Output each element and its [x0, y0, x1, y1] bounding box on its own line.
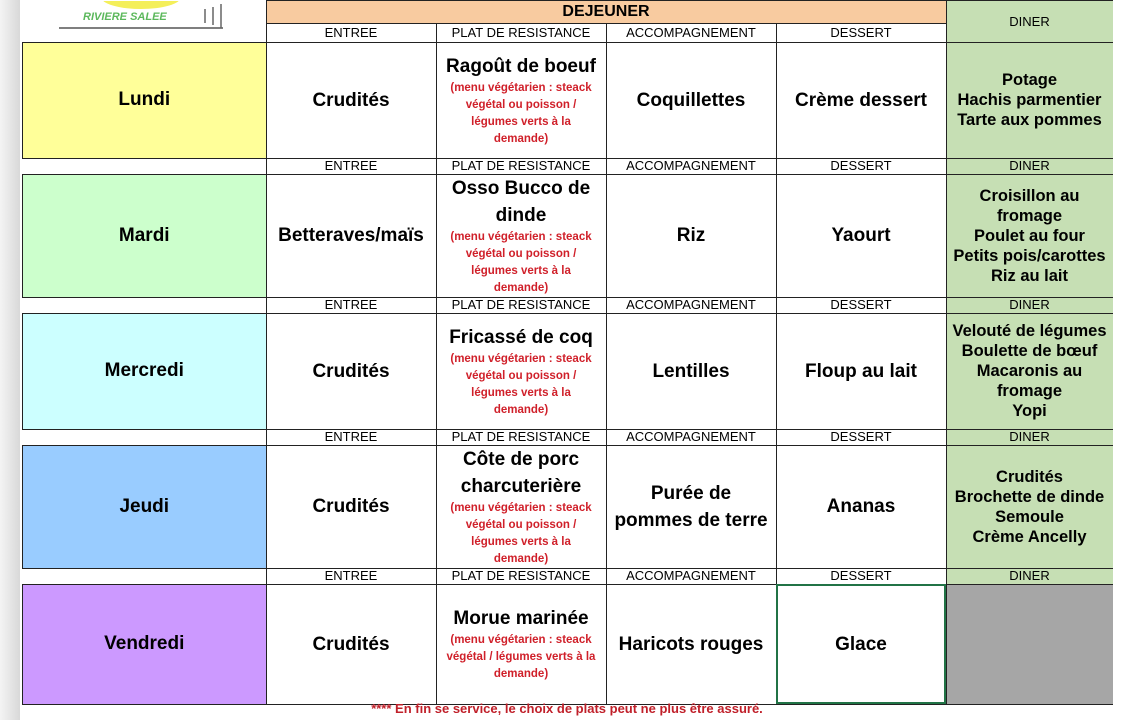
entree-cell[interactable]: Crudités — [266, 584, 436, 704]
col-plat: PLAT DE RESISTANCE — [436, 23, 606, 42]
col-plat: PLAT DE RESISTANCE — [436, 158, 606, 174]
plat-cell[interactable] — [436, 313, 606, 429]
diner-item: Yopi — [1012, 402, 1047, 420]
col-accomp: ACCOMPAGNEMENT — [606, 568, 776, 584]
diner-item: Hachis parmentier — [957, 91, 1102, 109]
diner-item: Macaronis au fromage — [976, 362, 1083, 400]
diner-item: Riz au lait — [990, 266, 1068, 285]
plat-cell[interactable] — [436, 42, 606, 158]
dessert-cell[interactable]: Yaourt — [776, 174, 946, 297]
svg-text:RIVIERE SALEE: RIVIERE SALEE — [82, 10, 167, 23]
day-name[interactable]: Vendredi — [23, 584, 267, 704]
col-dessert: DESSERT — [776, 568, 946, 584]
right-margin — [1113, 0, 1129, 720]
diner-cell[interactable] — [946, 174, 1113, 297]
accomp-cell[interactable]: Purée de pommes de terre — [606, 445, 776, 568]
diner-header: DINER — [946, 1, 1113, 43]
col-dessert: DESSERT — [776, 297, 946, 313]
diner-item: Crème Ancelly — [972, 527, 1087, 546]
diner-item: Tarte aux pommes — [957, 111, 1102, 129]
entree-cell[interactable]: Betteraves/maïs — [266, 174, 436, 297]
dessert-cell[interactable]: Ananas — [776, 445, 946, 568]
col-entree: ENTREE — [266, 568, 436, 584]
day-name[interactable]: Mardi — [23, 174, 267, 297]
entree-cell[interactable]: Crudités — [266, 313, 436, 429]
col-entree: ENTREE — [266, 158, 436, 174]
footer-note: **** En fin se service, le choix de plats peut ne plus être assuré. — [371, 701, 763, 716]
col-dessert: DESSERT — [776, 158, 946, 174]
diner-cell[interactable] — [946, 445, 1113, 568]
day-row — [23, 313, 1114, 429]
diner-item: Croisillon au fromage — [979, 186, 1080, 225]
plat-cell[interactable] — [436, 584, 606, 704]
diner-item: Poulet au four — [974, 226, 1085, 245]
day-row — [23, 584, 1114, 704]
logo — [23, 1, 267, 43]
plat-name: Osso Bucco de dinde — [451, 177, 591, 226]
day-row — [23, 174, 1114, 297]
vegetarian-note: (menu végétarien : steack végétal ou poisson / légumes verts à la demande) — [450, 230, 592, 294]
col-diner: DINER — [946, 568, 1113, 584]
vegetarian-note: (menu végétarien : steack végétal ou poisson / légumes verts à la demande) — [450, 81, 592, 145]
diner-cell[interactable] — [946, 313, 1113, 429]
diner-item: Potage — [1001, 71, 1057, 89]
col-diner: DINER — [946, 297, 1113, 313]
diner-item: Petits pois/carottes — [953, 246, 1106, 265]
accomp-cell[interactable]: Riz — [606, 174, 776, 297]
col-accomp: ACCOMPAGNEMENT — [606, 429, 776, 445]
diner-item: Crudités — [996, 467, 1063, 486]
col-diner: DINER — [946, 429, 1113, 445]
plat-name: Morue marinée — [453, 608, 589, 629]
entree-cell[interactable]: Crudités — [266, 42, 436, 158]
day-name[interactable]: Lundi — [23, 42, 267, 158]
diner-cell[interactable] — [946, 42, 1113, 158]
accomp-cell[interactable]: Lentilles — [606, 313, 776, 429]
diner-cell[interactable] — [946, 584, 1113, 704]
plat-name: Côte de porc charcuterière — [460, 448, 582, 497]
plat-cell[interactable] — [436, 445, 606, 568]
diner-item: Semoule — [995, 507, 1064, 526]
dessert-cell[interactable]: Crème dessert — [776, 42, 946, 158]
logo-graphic — [23, 1, 266, 37]
spacer-cell — [23, 297, 267, 313]
col-entree: ENTREE — [266, 297, 436, 313]
diner-item: Brochette de dinde — [954, 487, 1105, 506]
dessert-cell[interactable]: Floup au lait — [776, 313, 946, 429]
col-dessert: DESSERT — [776, 429, 946, 445]
col-plat: PLAT DE RESISTANCE — [436, 429, 606, 445]
dejeuner-header: DEJEUNER — [266, 1, 946, 24]
plat-name: Fricassé de coq — [449, 326, 593, 348]
col-plat: PLAT DE RESISTANCE — [436, 568, 606, 584]
col-dessert: DESSERT — [776, 23, 946, 42]
entree-cell[interactable]: Crudités — [266, 445, 436, 568]
menu-table — [22, 0, 1114, 705]
day-row — [23, 445, 1114, 568]
col-diner: DINER — [946, 158, 1113, 174]
accomp-cell[interactable]: Haricots rouges — [606, 584, 776, 704]
col-entree: ENTREE — [266, 429, 436, 445]
col-accomp: ACCOMPAGNEMENT — [606, 23, 776, 42]
col-plat: PLAT DE RESISTANCE — [436, 297, 606, 313]
day-name[interactable]: Jeudi — [23, 445, 267, 568]
row-header-strip — [0, 0, 20, 720]
day-name[interactable]: Mercredi — [23, 313, 267, 429]
day-row — [23, 42, 1114, 158]
dessert-cell[interactable]: Glace — [776, 584, 946, 704]
col-entree: ENTREE — [266, 23, 436, 42]
spacer-cell — [23, 158, 267, 174]
spacer-cell — [23, 429, 267, 445]
col-accomp: ACCOMPAGNEMENT — [606, 158, 776, 174]
accomp-cell[interactable]: Coquillettes — [606, 42, 776, 158]
diner-item: Boulette de bœuf — [961, 342, 1098, 360]
vegetarian-note: (menu végétarien : steack végétal ou poisson / légumes verts à la demande) — [450, 352, 592, 416]
diner-item: Velouté de légumes — [952, 322, 1107, 340]
plat-name: Ragoût de boeuf — [446, 55, 596, 77]
vegetarian-note: (menu végétarien : steack végétal ou poisson / légumes verts à la demande) — [450, 501, 592, 565]
col-accomp: ACCOMPAGNEMENT — [606, 297, 776, 313]
spacer-cell — [23, 568, 267, 584]
vegetarian-note: (menu végétarien : steack végétal / légumes verts à la demande) — [446, 634, 596, 680]
plat-cell[interactable] — [436, 174, 606, 297]
